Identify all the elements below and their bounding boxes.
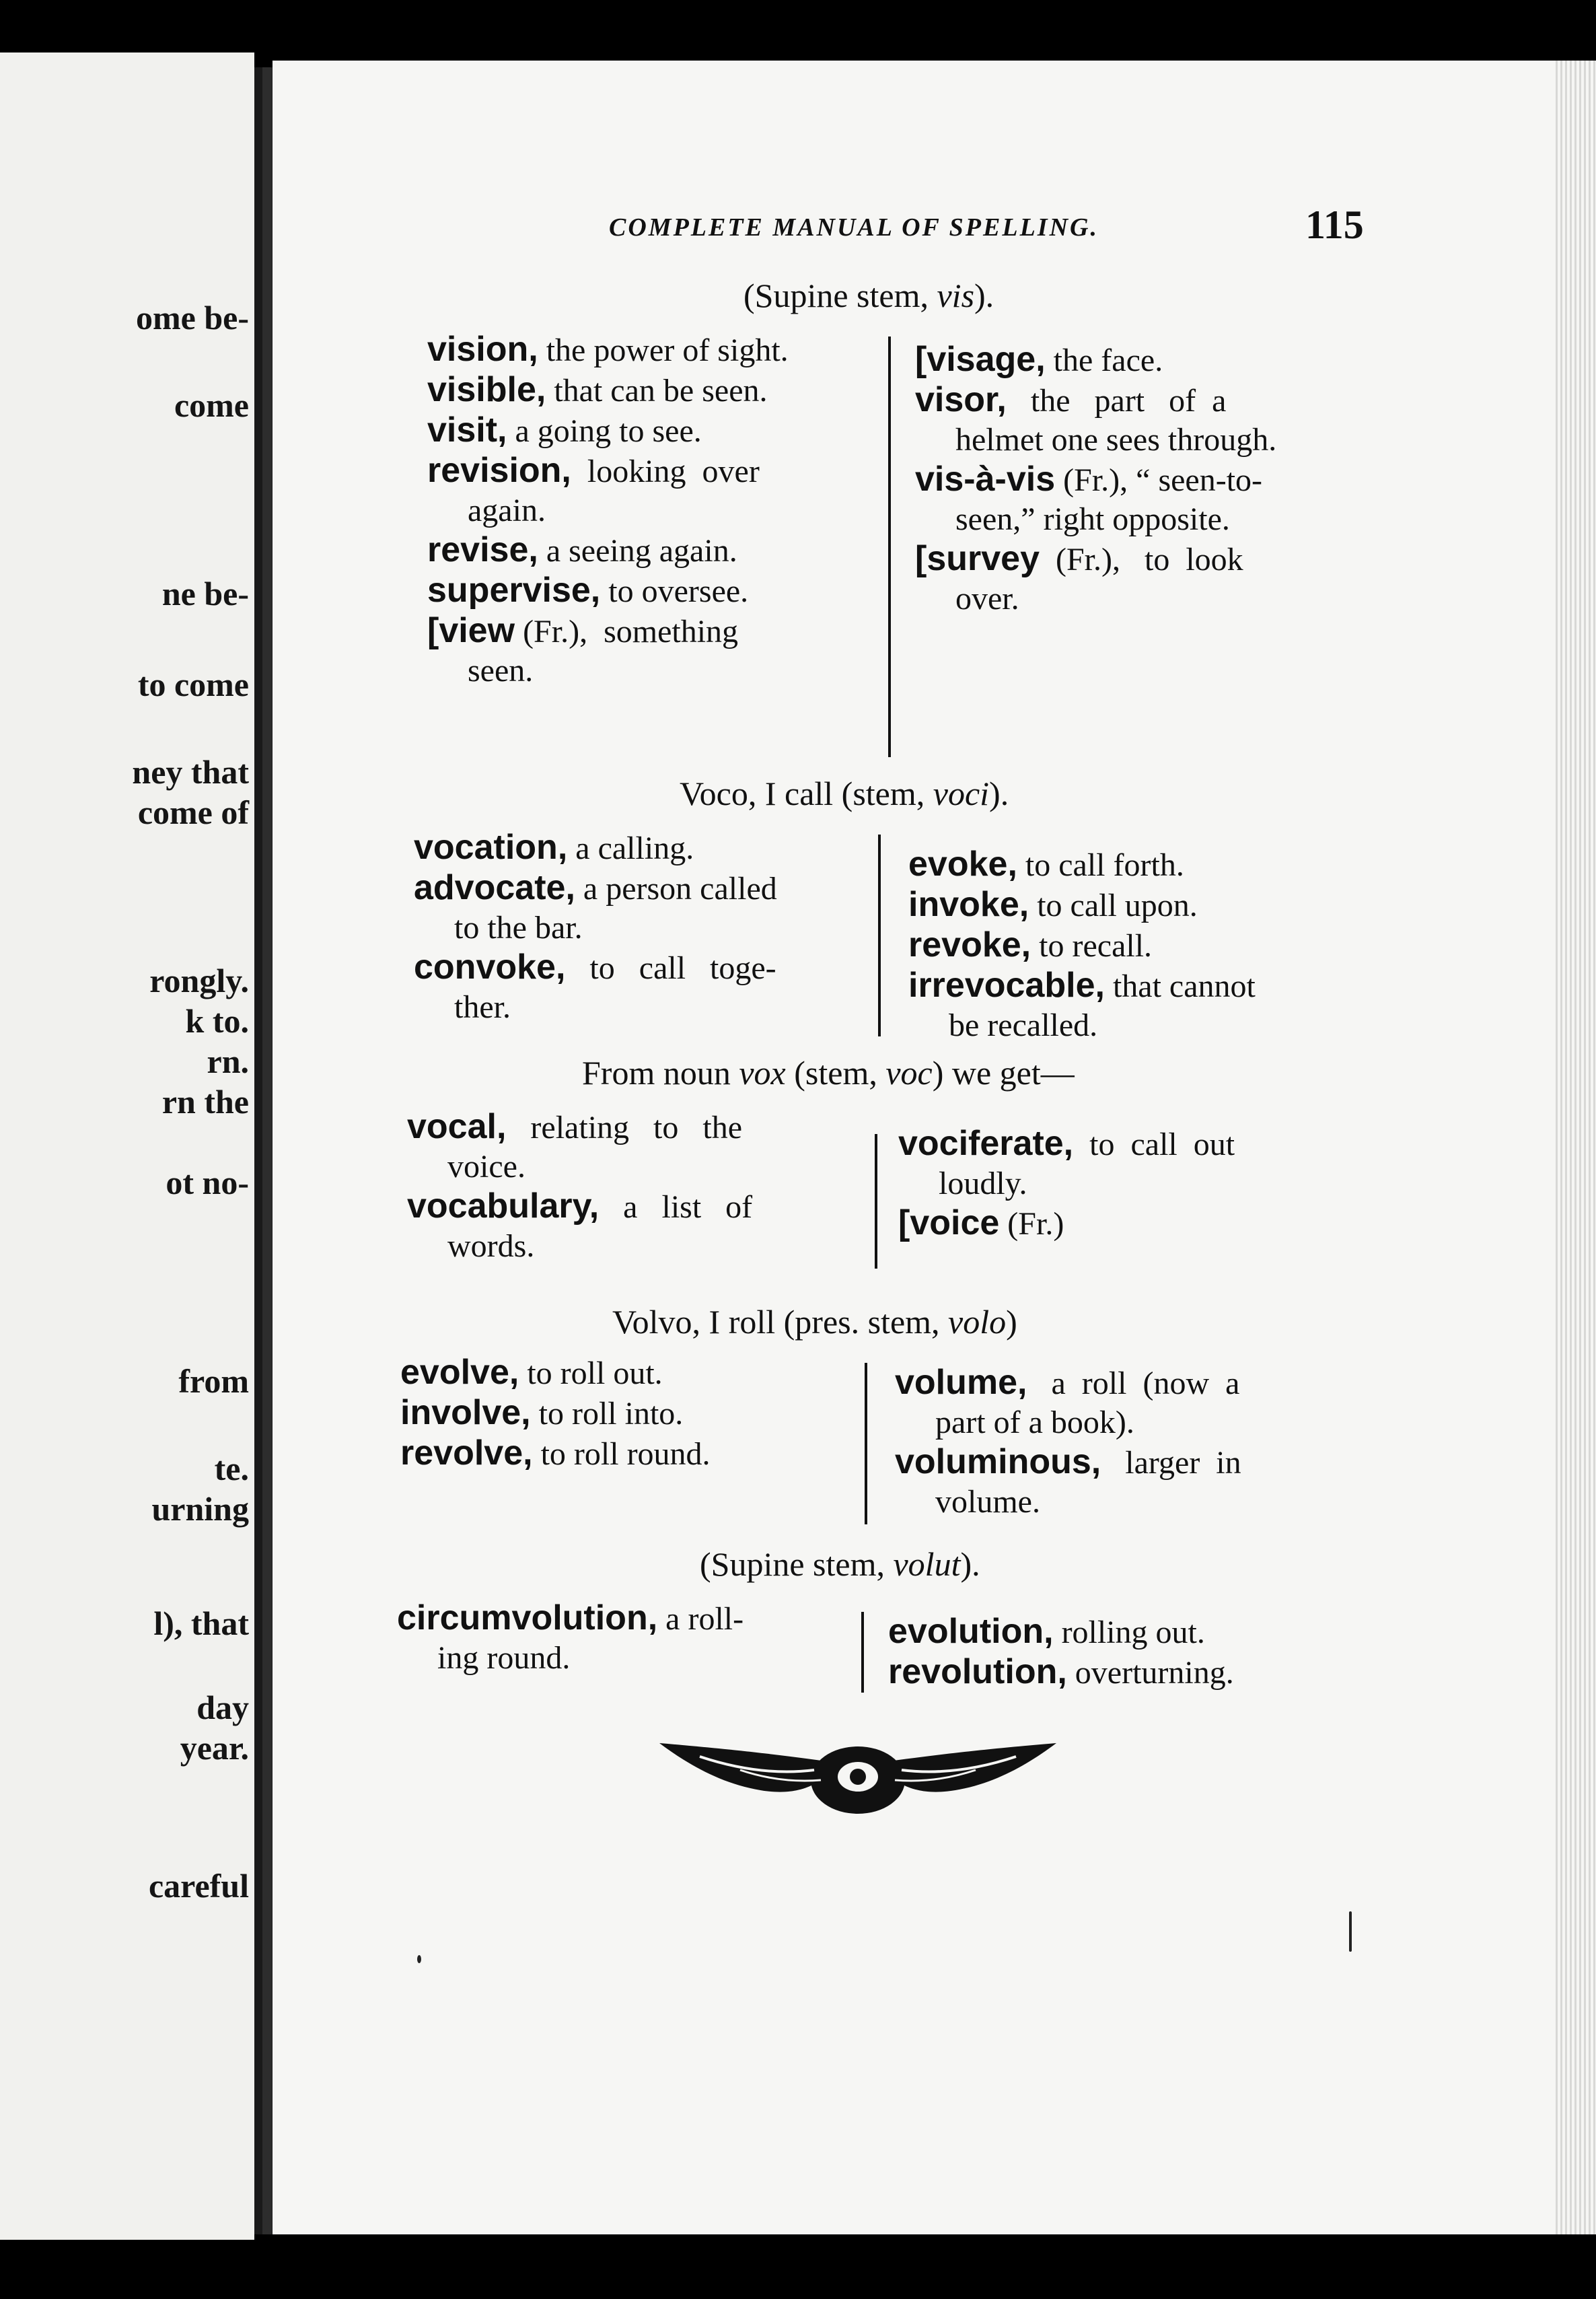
dictionary-entry — [915, 380, 1596, 460]
entry-definition: a calling. — [567, 830, 694, 866]
left-page-line: ot no- — [166, 1164, 249, 1201]
entry-continuation: to the bar. — [454, 910, 583, 946]
entry-headword: visit, — [427, 411, 507, 450]
entry-continuation: again. — [468, 493, 546, 528]
left-page-line: come — [174, 386, 249, 424]
entry-headword: evoke, — [908, 845, 1017, 884]
entry-definition: (Fr.), something — [515, 614, 739, 649]
entry-headword: vociferate, — [898, 1124, 1074, 1163]
dictionary-entry — [414, 828, 885, 868]
entry-continuation: loudly. — [939, 1166, 1027, 1201]
entry-headword: revision, — [427, 451, 571, 490]
entry-definition: larger in — [1101, 1445, 1241, 1481]
entry-definition: rolling out. — [1053, 1615, 1205, 1650]
entry-definition: (Fr.) — [999, 1206, 1064, 1242]
section-heading: (Supine stem, volut). — [700, 1545, 980, 1583]
left-page-line: to come — [137, 666, 249, 703]
entry-headword: involve, — [400, 1393, 531, 1432]
entry-continuation: seen,” right opposite. — [955, 501, 1230, 537]
left-page-line: l), that — [153, 1604, 249, 1642]
entry-definition: that can be seen. — [546, 373, 768, 409]
column-rule — [861, 1612, 864, 1693]
entry-definition: a roll- — [657, 1601, 744, 1637]
dictionary-entry — [898, 1124, 1369, 1203]
entry-continuation: seen. — [468, 653, 534, 688]
section-heading: From noun vox (stem, voc) we get— — [582, 1054, 1075, 1092]
entries-right-column — [908, 845, 1379, 1045]
gutter-edge — [262, 67, 272, 2234]
section-heading: Volvo, I roll (pres. stem, volo) — [612, 1303, 1017, 1341]
entry-definition: to roll into. — [530, 1396, 684, 1431]
entries-left-column — [400, 1353, 871, 1474]
left-page-line: come of — [137, 793, 249, 831]
entry-definition: a seeing again. — [538, 533, 737, 569]
entry-definition: that cannot — [1104, 968, 1256, 1004]
left-page-line: ome be- — [136, 299, 249, 337]
entry-definition: to call toge- — [565, 950, 776, 986]
dictionary-entry — [400, 1393, 871, 1434]
left-page-line: ne be- — [161, 575, 249, 612]
entry-continuation: be recalled. — [949, 1007, 1098, 1043]
entry-definition: looking over — [571, 454, 760, 489]
left-page-line: rn. — [207, 1042, 249, 1080]
print-speck — [417, 1955, 421, 1963]
dictionary-entry — [908, 845, 1379, 885]
running-head: COMPLETE MANUAL OF SPELLING. — [609, 213, 1099, 242]
entries-left-column — [407, 1107, 878, 1266]
page-number: 115 — [1305, 203, 1364, 247]
dictionary-entry — [414, 948, 885, 1027]
dictionary-entry — [400, 1434, 871, 1474]
entry-continuation: words. — [447, 1228, 535, 1264]
entry-headword: revise, — [427, 530, 538, 569]
dictionary-entry — [908, 925, 1379, 966]
entry-headword: advocate, — [414, 868, 575, 907]
entry-definition: (Fr.), to look — [1040, 542, 1243, 577]
entry-headword: evolution, — [888, 1612, 1054, 1651]
dictionary-entry — [895, 1363, 1366, 1442]
entry-headword: vocabulary, — [407, 1187, 600, 1226]
entry-headword: convoke, — [414, 948, 566, 987]
entries-right-column — [898, 1124, 1369, 1244]
column-rule — [875, 1134, 877, 1269]
left-page-line: k to. — [185, 1002, 249, 1040]
left-page-line: rongly. — [149, 962, 249, 999]
entry-headword: irrevocable, — [908, 966, 1105, 1005]
dictionary-entry — [427, 611, 1140, 691]
entry-headword: revolve, — [400, 1434, 533, 1473]
entry-headword: circumvolution, — [397, 1598, 658, 1637]
entry-definition: the power of sight. — [538, 332, 789, 368]
entry-headword: revoke, — [908, 925, 1031, 964]
left-page-line: from — [178, 1362, 249, 1400]
entry-headword: visor, — [915, 380, 1007, 419]
entry-definition: to call upon. — [1029, 888, 1198, 923]
entry-headword: supervise, — [427, 571, 601, 610]
section-heading: (Supine stem, vis). — [743, 277, 994, 314]
entries-right-column — [915, 340, 1596, 618]
entry-headword: vocation, — [414, 828, 568, 867]
entry-definition: a roll (now a — [1027, 1366, 1240, 1401]
entry-continuation: part of a book). — [935, 1405, 1134, 1440]
entry-headword: visible, — [427, 370, 546, 409]
entry-continuation: voice. — [447, 1149, 525, 1184]
dictionary-entry — [888, 1612, 1359, 1652]
entry-headword: evolve, — [400, 1353, 519, 1392]
column-rule — [865, 1363, 867, 1524]
entry-continuation: ther. — [454, 989, 511, 1025]
entry-headword: volume, — [895, 1363, 1027, 1402]
dictionary-entry — [898, 1203, 1369, 1244]
print-speck — [1349, 1911, 1352, 1952]
entry-definition: to call out — [1073, 1127, 1235, 1162]
entries-left-column — [397, 1598, 868, 1678]
dictionary-entry — [407, 1187, 878, 1266]
entry-definition: a list of — [599, 1189, 753, 1225]
column-rule — [888, 337, 891, 757]
column-rule — [878, 835, 881, 1036]
main-page — [273, 61, 1596, 2234]
left-page-line: ney that — [132, 753, 249, 791]
dictionary-entry — [407, 1107, 878, 1187]
entry-continuation: volume. — [935, 1484, 1040, 1520]
dictionary-entry — [895, 1442, 1366, 1522]
entry-headword: [view — [427, 611, 515, 650]
left-page-line: te. — [214, 1450, 249, 1487]
entry-headword: [visage, — [915, 340, 1046, 379]
entry-definition: the part of a — [1006, 383, 1227, 419]
entry-definition: the face. — [1045, 343, 1163, 378]
entry-headword: voluminous, — [895, 1442, 1101, 1481]
entry-definition: to roll round. — [532, 1436, 711, 1472]
entries-right-column — [888, 1612, 1359, 1693]
entries-left-column — [414, 828, 885, 1027]
dictionary-entry — [915, 460, 1596, 539]
section-heading: Voco, I call (stem, voci). — [680, 775, 1009, 812]
entry-continuation: helmet one sees through. — [955, 422, 1277, 458]
entry-headword: vocal, — [407, 1107, 507, 1146]
entry-headword: [voice — [898, 1203, 1000, 1242]
entry-definition: to roll out. — [519, 1355, 663, 1391]
dictionary-entry — [888, 1652, 1359, 1693]
entry-headword: [survey — [915, 539, 1040, 578]
entry-definition: overturning. — [1066, 1655, 1234, 1691]
decorative-ornament — [659, 1730, 1056, 1817]
left-facing-page — [0, 52, 254, 2240]
left-page-line: day — [196, 1689, 249, 1726]
entry-headword: vis-à-vis — [915, 460, 1056, 499]
dictionary-entry — [908, 966, 1379, 1045]
entry-continuation: ing round. — [437, 1640, 571, 1676]
left-page-line: urning — [151, 1490, 249, 1528]
entry-definition: to oversee. — [600, 573, 749, 609]
left-page-line: rn the — [161, 1083, 249, 1121]
entry-headword: invoke, — [908, 885, 1029, 924]
entry-definition: a person called — [575, 871, 777, 907]
entries-right-column — [895, 1363, 1366, 1522]
left-page-line: careful — [148, 1867, 249, 1905]
entry-definition: relating to the — [506, 1110, 742, 1145]
dictionary-entry — [915, 539, 1596, 618]
entry-continuation: over. — [955, 581, 1019, 616]
entry-definition: (Fr.), “ seen-to- — [1055, 462, 1263, 498]
dictionary-entry — [915, 340, 1596, 380]
entry-headword: vision, — [427, 330, 538, 369]
left-page-line: year. — [180, 1729, 249, 1767]
entry-headword: revolution, — [888, 1652, 1067, 1691]
dictionary-entry — [400, 1353, 871, 1393]
entry-definition: to call forth. — [1017, 847, 1184, 883]
entry-definition: to recall. — [1031, 928, 1153, 964]
entry-definition: a going to see. — [507, 413, 702, 449]
dictionary-entry — [908, 885, 1379, 925]
dictionary-entry — [397, 1598, 868, 1678]
dictionary-entry — [414, 868, 885, 948]
